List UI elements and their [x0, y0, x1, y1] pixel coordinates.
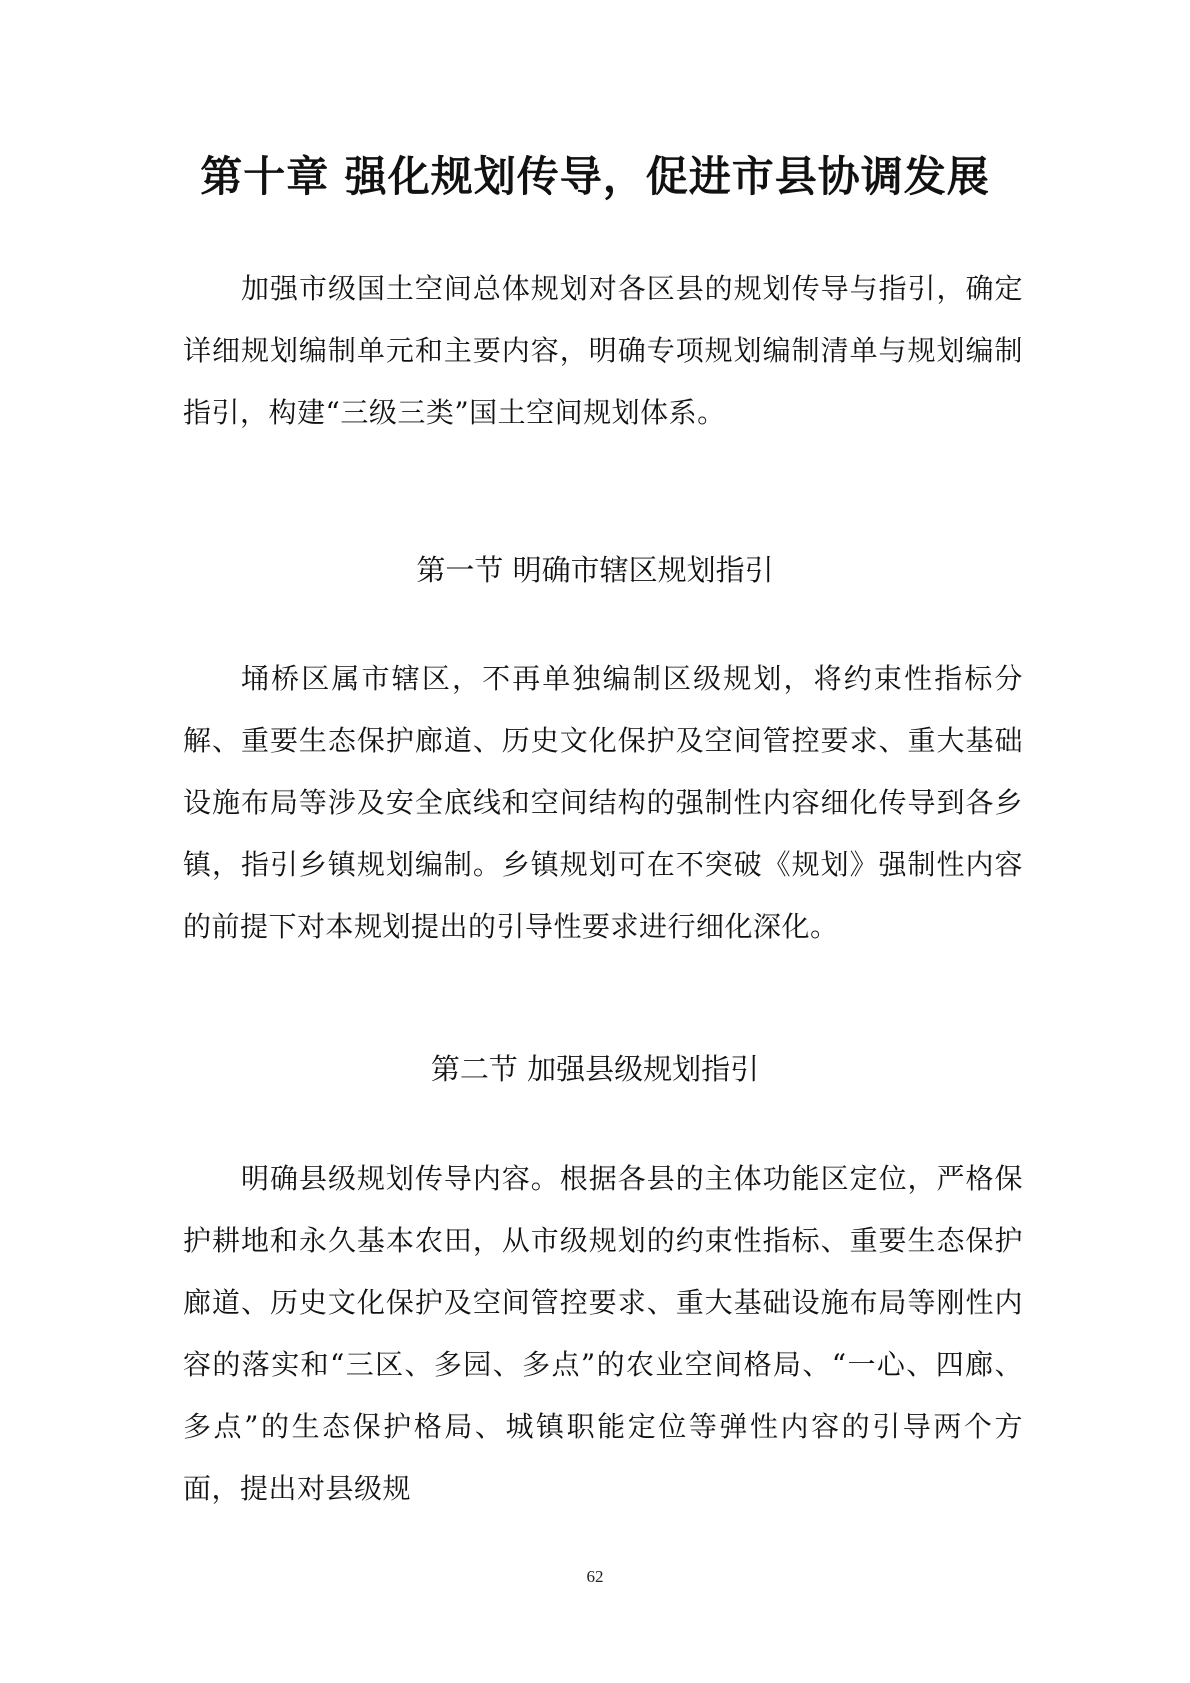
section-2-paragraph: 明确县级规划传导内容。根据各县的主体功能区定位，严格保护耕地和永久基本农田，从市级规划的约束性指标、重要生态保护廊道、历史文化保护及空间管控要求、重大基础设施布局等刚性内容的落实和“三区、多园、多点”的农业空间格局、“一心、四廊、多点”的生态保护格局、城镇职能定位等弹性内容的引导两个方面，提出对县级规	[183, 1162, 1023, 1505]
intro-paragraph: 加强市级国土空间总体规划对各区县的规划传导与指引，确定详细规划编制单元和主要内容，明确专项规划编制清单与规划编制指引，构建“三级三类”国土空间规划体系。	[183, 272, 1023, 429]
section-1-title: 第一节 明确市辖区规划指引	[416, 553, 774, 587]
page-number: 62	[586, 1567, 604, 1586]
section-1-paragraph: 埇桥区属市辖区，不再单独编制区级规划，将约束性指标分解、重要生态保护廊道、历史文化保护及空间管控要求、重大基础设施布局等涉及安全底线和空间结构的强制性内容细化传导到各乡镇，指引乡镇规划编制。乡镇规划可在不突破《规划》强制性内容的前提下对本规划提出的引导性要求进行细化深化。	[183, 662, 1023, 943]
chapter-title: 第十章 强化规划传导，促进市县协调发展	[200, 152, 990, 201]
section-2-title: 第二节 加强县级规划指引	[430, 1052, 760, 1086]
